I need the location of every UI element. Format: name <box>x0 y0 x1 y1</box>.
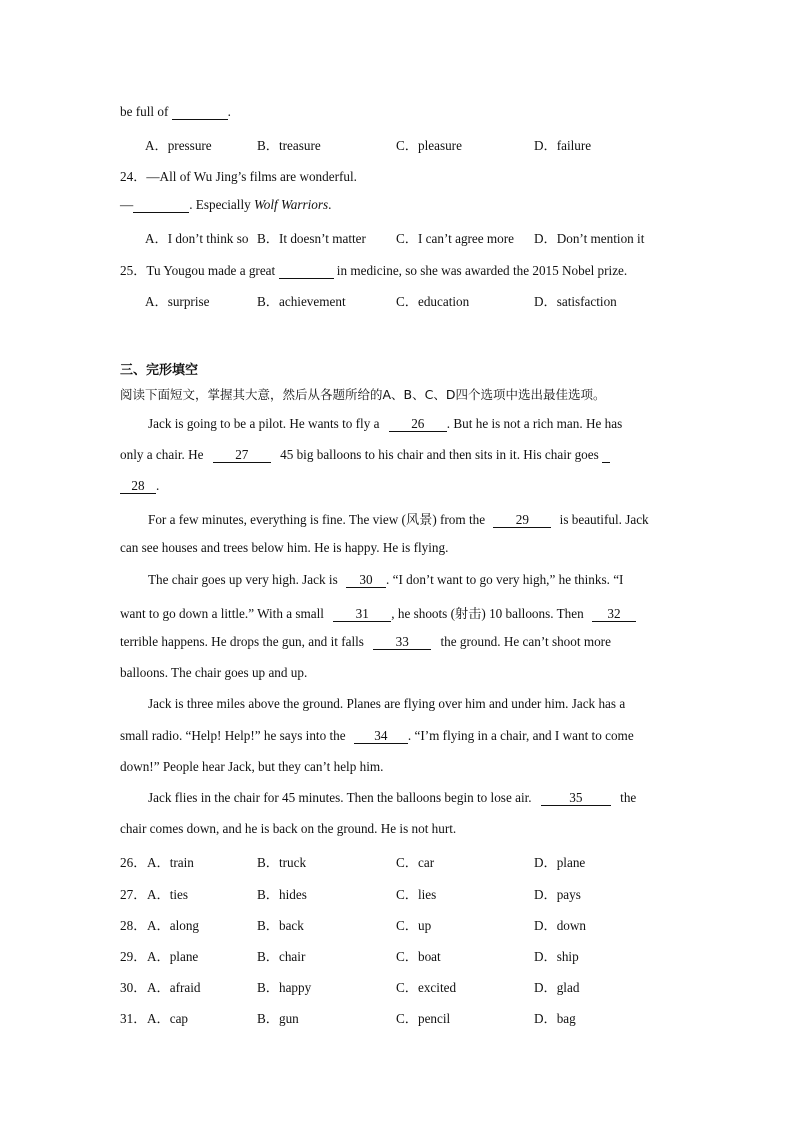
passage-text: small radio. “Help! Help!” he says into the <box>120 728 346 743</box>
q25-stem <box>120 260 627 279</box>
q24-blank <box>133 197 189 213</box>
passage-line-8 <box>120 634 611 650</box>
q25-blank <box>279 263 334 279</box>
q24-response <box>120 197 331 213</box>
passage-line-3 <box>120 478 159 494</box>
option-c[interactable]: C．excited <box>396 980 457 995</box>
option-a[interactable]: A．afraid <box>147 980 201 995</box>
q23-option-d[interactable]: D．failure <box>534 138 592 153</box>
passage-text: the ground. He can’t shoot more <box>440 634 611 649</box>
passage-line-11 <box>120 728 634 744</box>
passage-text: Jack is going to be a pilot. He wants to fly a <box>148 416 380 431</box>
option-b[interactable]: B．gun <box>257 1011 299 1026</box>
option-d[interactable]: D．bag <box>534 1011 576 1026</box>
passage-text: . “I don’t want to go very high,” he thinks. “I <box>386 572 624 587</box>
q24-end: . <box>328 197 332 212</box>
q25-option-d[interactable]: D．satisfaction <box>534 294 617 309</box>
passage-text: the <box>620 790 637 805</box>
q25-option-c[interactable]: C．education <box>396 294 470 309</box>
passage-text: For a few minutes, everything is fine. The view (风景) from the <box>148 512 486 527</box>
blank-31: 31 <box>333 606 391 622</box>
passage-text: . <box>156 478 160 493</box>
passage-text: 45 big balloons to his chair and then sits in it. His chair goes <box>280 447 599 462</box>
q24-film-title: Wolf Warriors <box>254 197 329 212</box>
option-c[interactable]: C．car <box>396 855 435 870</box>
blank-32: 32 <box>592 606 636 622</box>
q23-option-b[interactable]: B．treasure <box>257 138 321 153</box>
q23-option-a[interactable]: A．pressure <box>145 138 212 153</box>
option-a[interactable]: A．along <box>147 918 200 933</box>
q24-stem: 24．—All of Wu Jing’s films are wonderful. <box>120 169 357 184</box>
passage-line-10: Jack is three miles above the ground. Planes are flying over him and under him. Jack has a <box>148 696 626 711</box>
option-a[interactable]: A．ties <box>147 887 189 902</box>
option-d[interactable]: D．pays <box>534 887 581 902</box>
blank-28-start <box>602 447 610 463</box>
question-number: 29． <box>120 949 147 964</box>
q24-response-text: . Especially <box>189 197 255 212</box>
blank-35: 35 <box>541 790 611 806</box>
passage-line-2 <box>120 447 610 463</box>
q25-option-a[interactable]: A．surprise <box>145 294 210 309</box>
q24-option-c[interactable]: C．I can’t agree more <box>396 231 515 246</box>
passage-line-9: balloons. The chair goes up and up. <box>120 665 308 680</box>
q25-stem-pre: 25．Tu Yougou made a great <box>120 263 276 278</box>
q23-option-c[interactable]: C．pleasure <box>396 138 462 153</box>
passage-text: . But he is not a rich man. He has <box>446 416 623 431</box>
passage-text: want to go down a little.” With a small <box>120 606 324 621</box>
passage-text: only a chair. He <box>120 447 204 462</box>
option-d[interactable]: D．down <box>534 918 587 933</box>
option-a[interactable]: A．cap <box>147 1011 189 1026</box>
q24-dash: — <box>120 197 134 212</box>
blank-28: 28 <box>120 478 156 494</box>
q23-blank <box>172 104 228 120</box>
passage-line-7 <box>120 603 636 622</box>
q24-option-b[interactable]: B．It doesn’t matter <box>257 231 366 246</box>
passage-text: is beautiful. Jack <box>559 512 649 527</box>
q24-option-d[interactable]: D．Don’t mention it <box>534 231 645 246</box>
option-b[interactable]: B．back <box>257 918 304 933</box>
question-number: 26． <box>120 855 147 870</box>
passage-text: Jack flies in the chair for 45 minutes. Then the balloons begin to lose air. <box>148 790 532 805</box>
question-number: 31． <box>120 1011 147 1026</box>
option-c[interactable]: C．lies <box>396 887 437 902</box>
option-a[interactable]: A．train <box>147 855 194 870</box>
q23-stem-text: be full of <box>120 104 169 119</box>
option-d[interactable]: D．ship <box>534 949 579 964</box>
section-heading: 三、完形填空 <box>120 363 199 378</box>
blank-34: 34 <box>354 728 408 744</box>
q25-stem-post: in medicine, so she was awarded the 2015 Nobel prize. <box>336 263 628 278</box>
blank-26: 26 <box>389 416 447 432</box>
option-d[interactable]: D．plane <box>534 855 586 870</box>
passage-line-13 <box>148 790 636 806</box>
option-b[interactable]: B．truck <box>257 855 307 870</box>
passage-text: terrible happens. He drops the gun, and it falls <box>120 634 364 649</box>
question-number: 30． <box>120 980 147 995</box>
passage-text: . “I’m flying in a chair, and I want to come <box>407 728 634 743</box>
blank-27: 27 <box>213 447 271 463</box>
q25-option-b[interactable]: B．achievement <box>257 294 346 309</box>
q23-stem <box>120 104 231 120</box>
option-d[interactable]: D．glad <box>534 980 580 995</box>
passage-line-6 <box>148 572 623 588</box>
blank-33: 33 <box>373 634 431 650</box>
option-b[interactable]: B．happy <box>257 980 312 995</box>
blank-30: 30 <box>346 572 386 588</box>
q23-end: . <box>227 104 231 119</box>
passage-line-4 <box>148 509 649 528</box>
passage-line-14: chair comes down, and he is back on the ground. He is not hurt. <box>120 821 457 836</box>
passage-line-1 <box>148 416 622 432</box>
option-a[interactable]: A．plane <box>147 949 199 964</box>
option-c[interactable]: C．pencil <box>396 1011 451 1026</box>
passage-text: The chair goes up very high. Jack is <box>148 572 338 587</box>
passage-line-12: down!” People hear Jack, but they can’t help him. <box>120 759 384 774</box>
section-instruction: 阅读下面短文，掌握其大意，然后从各题所给的A、B、C、D四个选项中选出最佳选项。 <box>120 387 606 402</box>
passage-line-5: can see houses and trees below him. He is happy. He is flying. <box>120 540 449 555</box>
option-c[interactable]: C．boat <box>396 949 441 964</box>
blank-29: 29 <box>493 512 551 528</box>
question-number: 28． <box>120 918 147 933</box>
option-c[interactable]: C．up <box>396 918 432 933</box>
option-b[interactable]: B．chair <box>257 949 306 964</box>
option-b[interactable]: B．hides <box>257 887 307 902</box>
passage-text: , he shoots (射击) 10 balloons. Then <box>391 606 584 621</box>
question-number: 27． <box>120 887 147 902</box>
q24-option-a[interactable]: A．I don’t think so <box>145 231 249 246</box>
